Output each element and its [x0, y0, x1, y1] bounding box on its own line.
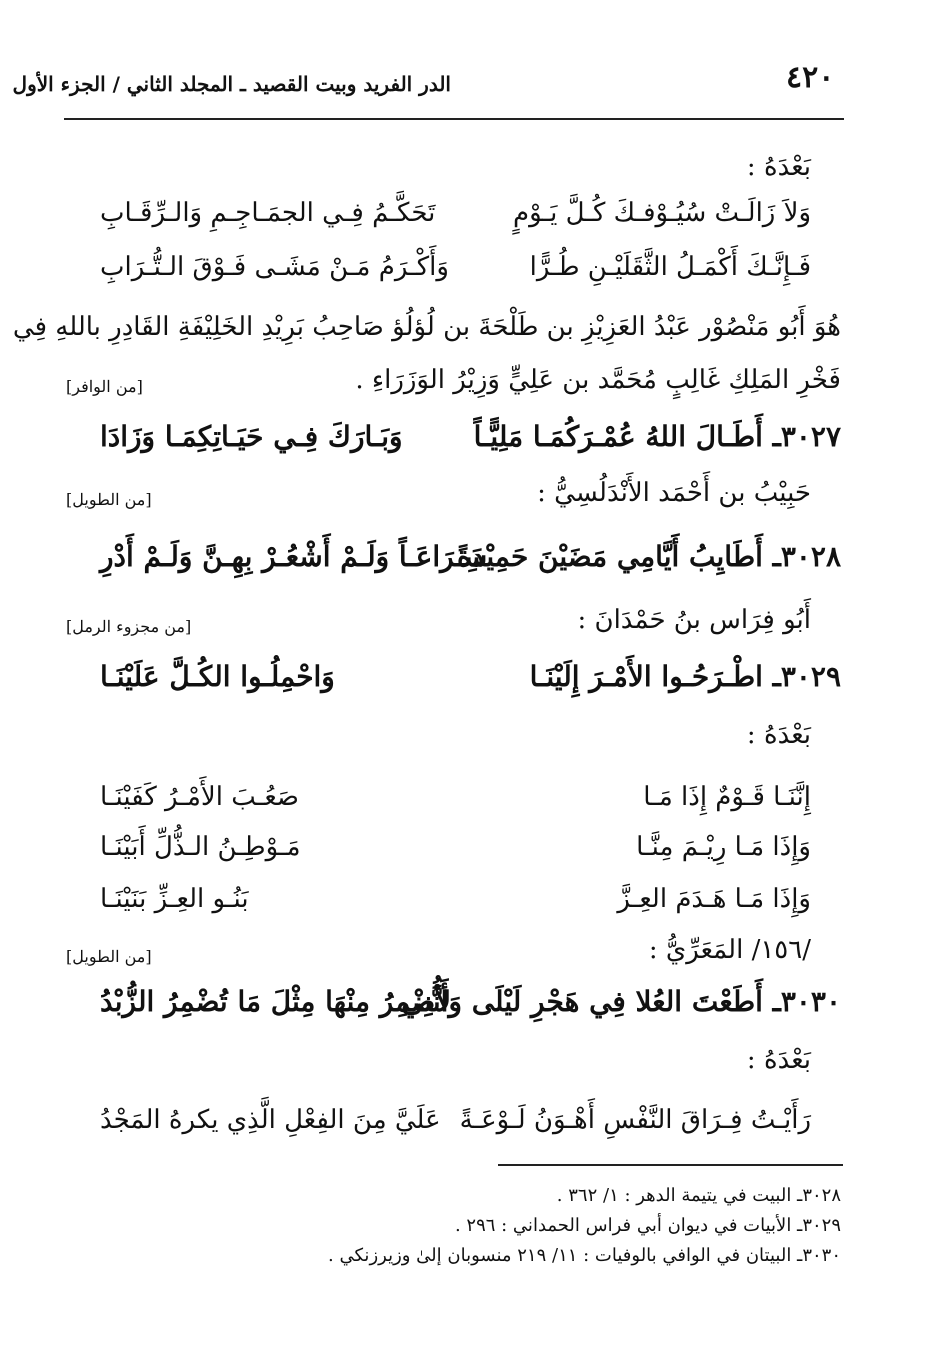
prose-line: فَخْرِ المَلِكِ غَالِبٍ مُحَمَّد بن عَلِيٍّ وَزِيْرُ الوَزَرَاءِ .	[355, 365, 841, 395]
verse-second-hemistich: مَـوْطِـنُ الـذُّلِّ أَبَيْنَـا	[100, 832, 301, 862]
verse-second-hemistich: وَاحْمِلُـوا الكُـلَّ عَلَيْنَـا	[100, 660, 335, 693]
meter-label: [من مجزوء الرمل]	[66, 617, 192, 636]
verse-first-hemistich: ٣٠٢٩ـ اطْـرَحُـوا الأَمْـرَ إِلَيْنَـا	[529, 660, 841, 693]
running-title: الدر الفريد وبيت القصيد ـ المجلد الثاني / الجزء الأول	[12, 72, 451, 96]
verse-first-hemistich: وَإِذَا مَـا هَـدَمَ العِـزَّ	[617, 884, 811, 914]
verse-first-hemistich: رَأَيْـتُ فِـرَاقَ النَّفْسِ أَهْـوَنُ لَـوْعَـةً	[459, 1105, 811, 1135]
after-it-label: بَعْدَهُ :	[746, 152, 811, 182]
footnote: ٣٠٢٩ـ الأبيات في ديوان أبي فراس الحمداني : ٢٩٦ .	[454, 1215, 841, 1236]
verse-second-hemistich: لأُضْمِرُ مِنْهَا مِثْلَ مَا تُضْمِرُ الزُّبْدُ	[100, 985, 452, 1018]
after-it-label: بَعْدَهُ :	[746, 720, 811, 750]
footnote: ٣٠٢٨ـ البيت في يتيمة الدهر : ١/ ٣٦٢ .	[556, 1185, 841, 1206]
meter-label: [من الوافر]	[66, 377, 143, 396]
verse-second-hemistich: بَنُـو العِـزِّ بَنَيْنَـا	[100, 884, 249, 914]
meter-label: [من الطويل]	[66, 490, 152, 509]
meter-label: [من الطويل]	[66, 947, 152, 966]
verse-first-hemistich: ٣٠٢٧ـ أَطَـالَ اللهُ عُمْـرَكُمَـا مَلِيًّـاً	[473, 420, 841, 453]
poet-name: حَبِيْبُ بن أَحْمَد الأَنْدَلُسِيُّ :	[537, 478, 811, 508]
prose-line: هُوَ أَبُو مَنْصُوْر عَبْدُ العَزِيْزِ بن طَلْحَةَ بن لُؤلُؤ صَاحِبُ بَرِيْدِ الخَلِيْفَةِ القَادِرِ باللهِ فِي	[12, 312, 841, 342]
verse-second-hemistich: سِـرَاعَـاً وَلَـمْ أَشْعُـرْ بِهِـنَّ وَلَـمْ أَدْرِ	[100, 540, 488, 573]
verse-second-hemistich: تَحَكَّـمُ فِـي الجمَـاجِـمِ وَالـرِّقَـابِ	[100, 198, 436, 228]
page-number: ٤٢٠	[786, 60, 835, 95]
verse-first-hemistich: ٣٠٣٠ـ أَطَعْتَ العُلا فِي هَجْرِ لَيْلَى وَأَنَّنِي	[401, 985, 841, 1018]
verse-first-hemistich: وَإِذَا مَـا رِيْـمَ مِنَّـا	[636, 832, 811, 862]
verse-second-hemistich: وَبَـارَكَ فِـي حَيَـاتِكِمَـا وَزَادَا	[100, 420, 403, 453]
verse-second-hemistich: صَعُـبَ الأَمْـرُ كَفَيْنَـا	[100, 782, 299, 812]
verse-first-hemistich: ٣٠٢٨ـ أَطَايِبُ أَيَّامِي مَضَيْنَ حَمِيْدَةً	[456, 540, 841, 573]
poet-name: /١٥٦/ المَعَرِّيُّ :	[648, 935, 811, 965]
footnote-rule	[498, 1164, 843, 1166]
verse-first-hemistich: فَـإِنَّـكَ أَكْمَـلُ الثَّقَلَيْـنِ طُـرًّا	[529, 252, 811, 282]
verse-first-hemistich: وَلاَ زَالَـتْ سُيُـوْفـكَ كُـلَّ يَـوْمٍ	[513, 198, 811, 228]
footnote: ٣٠٣٠ـ البيتان في الوافي بالوفيات : ١١/ ٢١٩ منسوبان إلىٰ وزيرزنكي .	[328, 1245, 841, 1266]
verse-first-hemistich: إِنَّنَـا قَـوْمٌ إِذَا مَـا	[643, 782, 811, 812]
after-it-label: بَعْدَهُ :	[746, 1045, 811, 1075]
poet-name: أَبُو فِرَاس بنُ حَمْدَانَ :	[577, 605, 811, 635]
header-rule	[64, 118, 844, 120]
verse-second-hemistich: وَأَكْـرَمُ مَـنْ مَشَـى فَـوْقَ الـتُّـرَابِ	[100, 252, 449, 282]
verse-second-hemistich: عَلَيَّ مِنَ الفِعْلِ الَّذِي يكرهُ المَجْدُ	[100, 1105, 441, 1135]
